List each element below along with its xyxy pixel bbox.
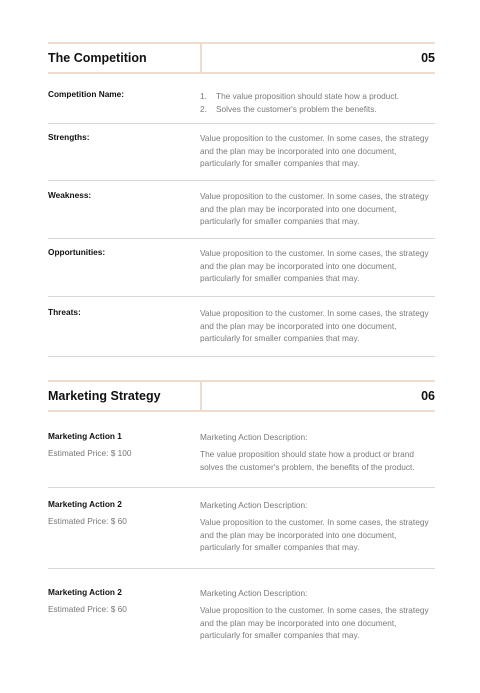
header-divider — [200, 380, 202, 412]
action-description: Value proposition to the customer. In some cases, the strategy and the plan may be incorporated into one document, particularly for smaller companies that may. — [200, 517, 429, 553]
threats-text: Value proposition to the customer. In some cases, the strategy and the plan may be incorporated into one document, particularly for smaller companies that may. — [200, 308, 429, 344]
strengths-text: Value proposition to the customer. In some cases, the strategy and the plan may be incorporated into one document, particularly for smaller companies that may. — [200, 133, 429, 169]
weakness-label: Weakness: — [48, 190, 92, 200]
marketing-action-row — [48, 430, 435, 488]
action-description-title: Marketing Action Description: — [200, 500, 308, 510]
threats-row — [48, 297, 435, 357]
list-item: 1. The value proposition should state how a product. — [200, 91, 400, 101]
action-description: Value proposition to the customer. In some cases, the strategy and the plan may be incorporated into one document, particularly for smaller companies that may. — [200, 605, 429, 641]
section-title: Marketing Strategy — [48, 389, 161, 403]
opportunities-label: Opportunities: — [48, 247, 106, 257]
marketing-action-name: Marketing Action 2 — [48, 499, 122, 509]
opportunities-text: Value proposition to the customer. In some cases, the strategy and the plan may be incorporated into one document, particularly for smaller companies that may. — [200, 248, 429, 284]
estimated-price: Estimated Price: $ 60 — [48, 516, 127, 526]
section-number: 05 — [421, 51, 435, 65]
marketing-header — [48, 380, 435, 412]
threats-label: Threats: — [48, 307, 81, 317]
action-description: The value proposition should state how a product or brand solves the customer's problem, the benefits of the product. — [200, 449, 415, 472]
list-item: 2. Solves the customer's problem the benefits. — [200, 103, 377, 114]
action-description-title: Marketing Action Description: — [200, 432, 308, 442]
marketing-action-row — [48, 586, 435, 646]
estimated-price: Estimated Price: $ 60 — [48, 604, 127, 614]
opportunities-row — [48, 239, 435, 297]
weakness-text: Value proposition to the customer. In some cases, the strategy and the plan may be incorporated into one document, particularly for smaller companies that may. — [200, 191, 429, 227]
competition-name-label: Competition Name: — [48, 89, 125, 99]
header-divider — [200, 42, 202, 74]
marketing-action-name: Marketing Action 1 — [48, 431, 122, 441]
competition-header — [48, 42, 435, 74]
marketing-action-name: Marketing Action 2 — [48, 587, 122, 597]
estimated-price: Estimated Price: $ 100 — [48, 448, 132, 458]
marketing-action-row — [48, 498, 435, 569]
competition-name-row — [48, 88, 435, 124]
strengths-row — [48, 124, 435, 181]
competition-name-points — [200, 90, 435, 115]
strengths-label: Strengths: — [48, 132, 90, 142]
action-description-title: Marketing Action Description: — [200, 588, 308, 598]
section-title: The Competition — [48, 51, 147, 65]
weakness-row — [48, 181, 435, 239]
section-number: 06 — [421, 389, 435, 403]
